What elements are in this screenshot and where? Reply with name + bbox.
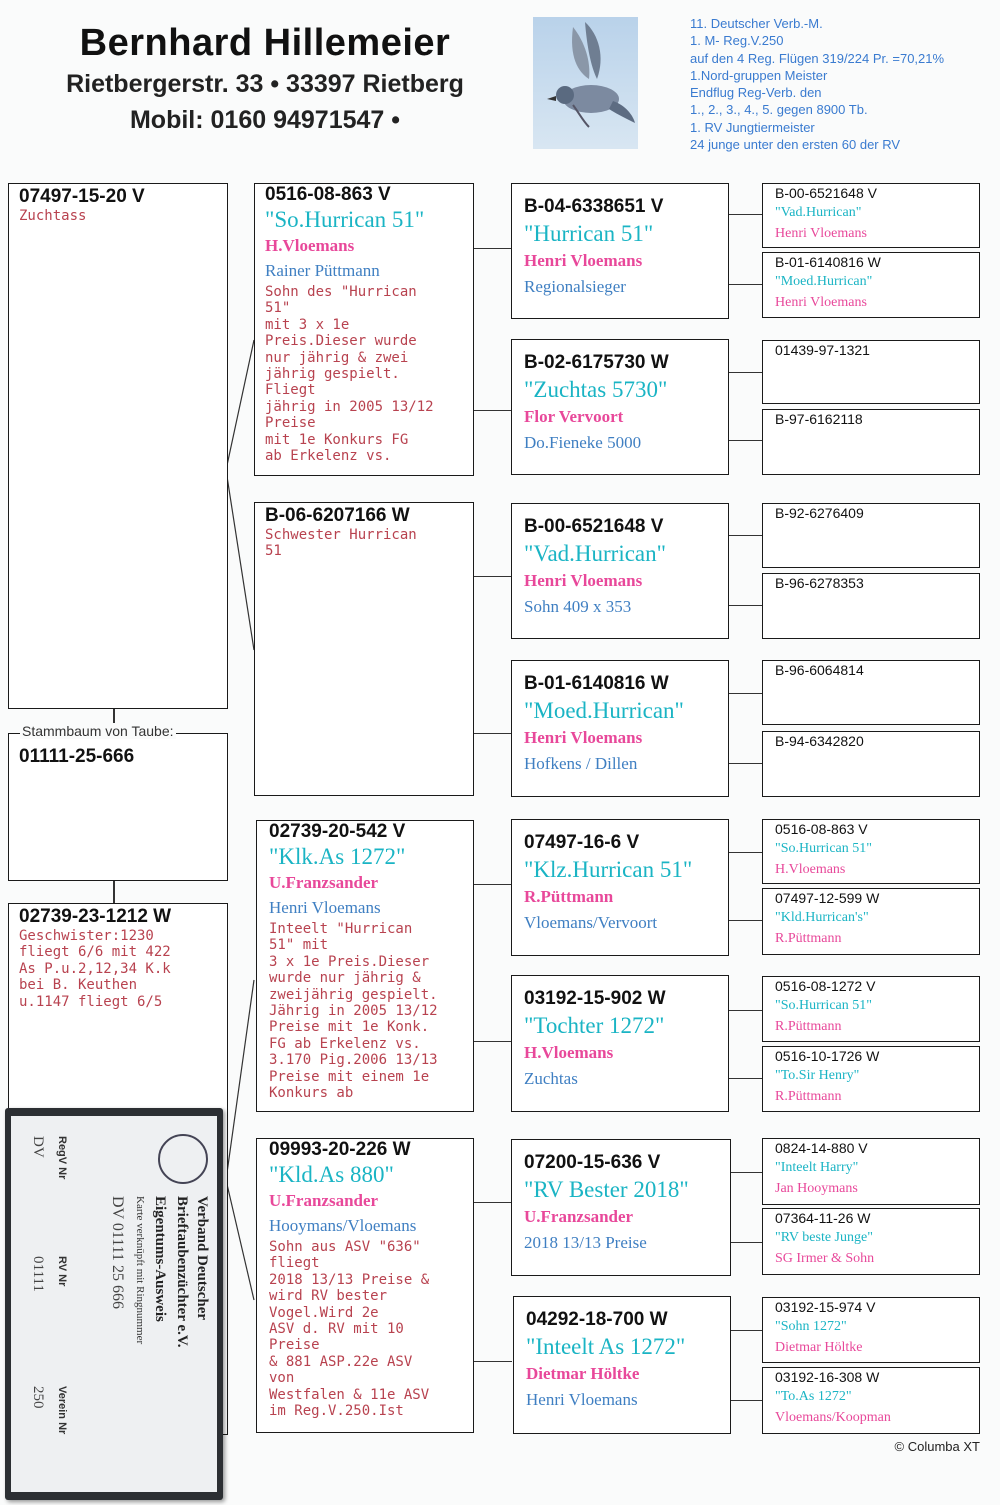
- sire-box[interactable]: [8, 183, 228, 709]
- achievement-line: auf den 4 Reg. Flügen 319/224 Pr. =70,21%: [690, 50, 945, 66]
- gggp-box[interactable]: [762, 731, 980, 797]
- gggp-name: "Vad.Hurrican": [775, 205, 862, 220]
- gggp-name: "Inteelt Harry": [775, 1160, 859, 1175]
- gp-ring: B-06-6207166 W: [265, 505, 410, 526]
- gggp-breeder: Henri Vloemans: [775, 295, 867, 310]
- card-col1-label: RegV Nr: [56, 1136, 68, 1180]
- sire-note: Zuchtass: [19, 208, 87, 224]
- gggp-breeder: R.Püttmann: [775, 931, 842, 946]
- gp-owner: Rainer Püttmann: [265, 261, 380, 280]
- gggp-ring: 0516-08-863 V: [775, 821, 868, 837]
- ggp-owner: Sohn 409 x 353: [524, 597, 632, 616]
- achievement-line: 1. RV Jungtiermeister: [690, 119, 815, 135]
- gggp-ring: B-96-6064814: [775, 662, 864, 678]
- gggp-ring: B-94-6342820: [775, 733, 864, 749]
- gggp-ring: B-01-6140816 W: [775, 254, 881, 270]
- breeder-phone: Mobil: 0160 94971547 •: [129, 106, 401, 134]
- gp-note: Schwester Hurrican 51: [265, 527, 417, 560]
- card-col3-label: Verein Nr: [56, 1386, 68, 1435]
- breeder-address: Rietbergerstr. 33 • 33397 Rietberg: [66, 70, 464, 98]
- ggp-name: "Zuchtas 5730": [524, 377, 668, 402]
- gggp-box[interactable]: [762, 1138, 980, 1205]
- ggp-name: "Tochter 1272": [524, 1013, 665, 1038]
- gggp-name: "Kld.Hurrican's": [775, 910, 869, 925]
- gp-note: Inteelt "Hurrican 51" mit 3 x 1e Preis.Dieser wurde nur jährig & zweijährig gespielt. Jährig in 2005 13/12 Preise mit 1e Konk. FG ab Erkelenz vs. 3.170 Pig.2006 13/13 Preise mit einem 1e Konkurs ab: [269, 921, 438, 1102]
- card-subtitle: Karte verknüpft mit Ringnummer: [134, 1196, 146, 1345]
- gggp-breeder: H.Vloemans: [775, 862, 846, 877]
- gp-breeder: H.Vloemans: [265, 236, 355, 255]
- ggp-owner: Do.Fieneke 5000: [524, 433, 642, 452]
- pigeon-photo: [533, 17, 638, 149]
- card-col1-value: DV: [30, 1136, 46, 1158]
- gggp-name: "To.Sir Henry": [775, 1068, 860, 1083]
- card-col2-label: RV Nr: [56, 1256, 68, 1287]
- ggp-owner: Hofkens / Dillen: [524, 754, 638, 773]
- gp-ring: 09993-20-226 W: [269, 1139, 411, 1160]
- ggp-owner: Henri Vloemans: [526, 1390, 638, 1409]
- gggp-ring: B-97-6162118: [775, 411, 863, 427]
- gp-note: Sohn aus ASV "636" fliegt 2018 13/13 Preise & wird RV bester Vogel.Wird 2e ASV d. RV mit 10 Preise & 881 ASP.22e ASV von Westfalen & 11e ASV im Reg.V.250.Ist: [269, 1239, 430, 1420]
- achievement-line: 24 junge unter den ersten 60 der RV: [690, 137, 901, 153]
- gggp-box[interactable]: [762, 660, 980, 725]
- gggp-box[interactable]: [762, 1297, 980, 1363]
- ggp-box[interactable]: [511, 1139, 731, 1276]
- ggp-box[interactable]: [511, 183, 729, 319]
- ggp-breeder: Henri Vloemans: [524, 728, 643, 747]
- ggp-ring: 03192-15-902 W: [524, 988, 666, 1009]
- achievement-line: 11. Deutscher Verb.-M.: [690, 16, 823, 31]
- gp-ring: 0516-08-863 V: [265, 184, 391, 205]
- gggp-ring: B-00-6521648 V: [775, 185, 877, 201]
- gggp-ring: 01439-97-1321: [775, 342, 870, 358]
- card-org-line1: Verband Deutscher: [194, 1196, 210, 1321]
- gggp-name: "So.Hurrican 51": [775, 841, 872, 856]
- gggp-box[interactable]: [762, 340, 980, 404]
- gggp-breeder: Dietmar Höltke: [775, 1340, 863, 1355]
- copyright: © Columba XT: [894, 1439, 980, 1454]
- ggp-owner: Vloemans/Vervoort: [524, 913, 658, 932]
- ggp-ring: B-02-6175730 W: [524, 352, 669, 373]
- gp-owner: Hooymans/Vloemans: [269, 1216, 417, 1235]
- gggp-box[interactable]: [762, 409, 980, 475]
- card-org-line2: Brieftaubenzüchter e.V.: [174, 1196, 190, 1348]
- gggp-ring: 03192-15-974 V: [775, 1299, 876, 1315]
- gp-name: "Kld.As 880": [269, 1162, 394, 1187]
- gp-note: Sohn des "Hurrican 51" mit 3 x 1e Preis.Dieser wurde nur jährig & zwei jährig gespielt. Fliegt jährig in 2005 13/12 Preise mit 1e Konkurs FG ab Erkelenz vs.: [265, 284, 434, 465]
- ggp-ring: B-04-6338651 V: [524, 196, 664, 217]
- gggp-breeder: R.Püttmann: [775, 1089, 842, 1104]
- ggp-box[interactable]: [511, 339, 729, 475]
- ggp-breeder: R.Püttmann: [524, 887, 614, 906]
- ggp-box[interactable]: [511, 503, 729, 639]
- ggp-name: "Inteelt As 1272": [526, 1334, 686, 1359]
- gggp-name: "RV beste Junge": [775, 1230, 873, 1245]
- ggp-ring: B-01-6140816 W: [524, 673, 669, 694]
- ggp-breeder: H.Vloemans: [524, 1043, 614, 1062]
- ggp-breeder: U.Franzsander: [524, 1207, 634, 1226]
- ggp-owner: Regionalsieger: [524, 277, 626, 296]
- dam-note: Geschwister:1230 fliegt 6/6 mit 422 As P.u.2,12,34 K.k bei B. Keuthen u.1147 fliegt 6/5: [19, 928, 171, 1010]
- ggp-owner: Zuchtas: [524, 1069, 578, 1088]
- ggp-box[interactable]: [511, 819, 729, 956]
- ggp-name: "Vad.Hurrican": [524, 541, 667, 566]
- gggp-box[interactable]: [762, 503, 980, 568]
- gggp-box[interactable]: [762, 888, 980, 955]
- achievements-list: [690, 15, 995, 153]
- gggp-box[interactable]: [762, 573, 980, 639]
- ggp-name: "Klz.Hurrican 51": [524, 857, 693, 882]
- gp-breeder: U.Franzsander: [269, 1191, 379, 1210]
- gggp-ring: 07364-11-26 W: [775, 1210, 871, 1226]
- ggp-ring: 07497-16-6 V: [524, 832, 640, 853]
- ggp-ring: 07200-15-636 V: [524, 1152, 661, 1173]
- gggp-box[interactable]: [762, 976, 980, 1042]
- ggp-box[interactable]: [511, 660, 729, 797]
- card-title: Eigentums-Ausweis: [152, 1196, 168, 1322]
- card-content: [12, 1116, 217, 1492]
- gp-box[interactable]: [254, 183, 474, 476]
- gggp-breeder: Henri Vloemans: [775, 226, 867, 241]
- breeder-name: Bernhard Hillemeier: [79, 22, 451, 64]
- gggp-box[interactable]: [762, 183, 980, 248]
- gp-owner: Henri Vloemans: [269, 898, 381, 917]
- gggp-name: "To.As 1272": [775, 1389, 852, 1404]
- gggp-breeder: SG Irmer & Sohn: [775, 1251, 875, 1266]
- gggp-box[interactable]: [762, 1208, 980, 1275]
- ggp-box[interactable]: [513, 1296, 731, 1434]
- sire-ring: 07497-15-20 V: [19, 186, 145, 207]
- ggp-name: "RV Bester 2018": [524, 1177, 689, 1202]
- gggp-ring: 0516-10-1726 W: [775, 1048, 880, 1064]
- ownership-card: [5, 1108, 223, 1500]
- card-col2-value: 01111: [30, 1256, 46, 1292]
- gggp-breeder: Vloemans/Koopman: [775, 1410, 891, 1425]
- gggp-name: "Sohn 1272": [775, 1319, 847, 1334]
- gp-name: "Klk.As 1272": [269, 844, 406, 869]
- gggp-name: "So.Hurrican 51": [775, 998, 872, 1013]
- gggp-ring: B-96-6278353: [775, 575, 864, 591]
- dam-ring: 02739-23-1212 W: [19, 906, 172, 927]
- ggp-name: "Hurrican 51": [524, 221, 654, 246]
- gggp-breeder: Jan Hooymans: [775, 1181, 858, 1196]
- card-col3-value: 250: [30, 1386, 46, 1409]
- ggp-owner: 2018 13/13 Preise: [524, 1233, 647, 1252]
- gp-ring: 02739-20-542 V: [269, 821, 406, 842]
- ggp-breeder: Dietmar Höltke: [526, 1364, 640, 1383]
- ggp-breeder: Henri Vloemans: [524, 571, 643, 590]
- gggp-ring: B-92-6276409: [775, 505, 864, 521]
- achievement-line: 1., 2., 3., 4., 5. gegen 8900 Tb.: [690, 102, 868, 118]
- ggp-breeder: Flor Vervoort: [524, 407, 624, 426]
- gggp-box[interactable]: [762, 252, 980, 318]
- ggp-name: "Moed.Hurrican": [524, 698, 684, 723]
- ggp-breeder: Henri Vloemans: [524, 251, 643, 270]
- gggp-box[interactable]: [762, 1046, 980, 1112]
- ggp-ring: B-00-6521648 V: [524, 516, 664, 537]
- gggp-ring: 07497-12-599 W: [775, 890, 880, 906]
- gp-name: "So.Hurrican 51": [265, 207, 425, 232]
- gggp-box[interactable]: [762, 819, 980, 884]
- achievement-line: 1.Nord-gruppen Meister: [690, 67, 828, 83]
- gggp-ring: 0516-08-1272 V: [775, 978, 876, 994]
- gggp-breeder: R.Püttmann: [775, 1019, 842, 1034]
- subject-box[interactable]: [8, 733, 228, 881]
- gggp-name: "Moed.Hurrican": [775, 274, 873, 289]
- card-ring: DV 01111 25 666: [109, 1196, 126, 1310]
- achievement-line: 1. M- Reg.V.250: [690, 33, 784, 49]
- gp-box[interactable]: [256, 1138, 474, 1433]
- gggp-ring: 0824-14-880 V: [775, 1140, 868, 1156]
- gp-box[interactable]: [256, 820, 474, 1112]
- gp-box[interactable]: [254, 502, 474, 796]
- achievement-line: Endflug Reg-Verb. den: [690, 85, 822, 101]
- card-logo-icon: [158, 1134, 208, 1184]
- gp-breeder: U.Franzsander: [269, 873, 379, 892]
- pedigree-of-label: Stammbaum von Taube:: [22, 723, 174, 739]
- gggp-box[interactable]: [762, 1367, 980, 1434]
- gggp-ring: 03192-16-308 W: [775, 1369, 880, 1385]
- flying-pigeon-icon: [533, 17, 638, 149]
- subject-ring: 01111-25-666: [19, 746, 135, 767]
- ggp-box[interactable]: [511, 975, 729, 1112]
- ggp-ring: 04292-18-700 W: [526, 1309, 668, 1330]
